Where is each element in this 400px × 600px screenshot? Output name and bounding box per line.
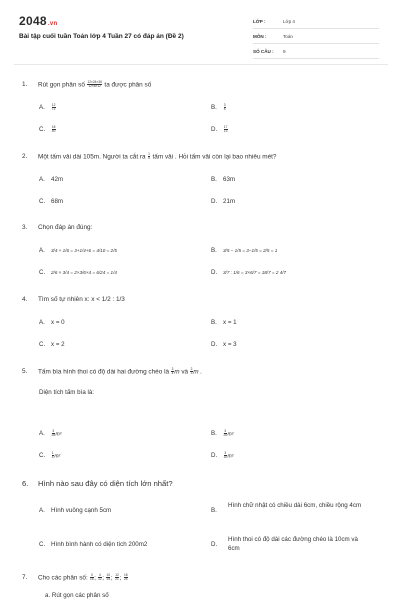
q3-option-c[interactable]: C. 2/6 × 3/4 = 2×3/6×4 = 6/24 = 1/4 — [39, 269, 117, 276]
q3-option-a[interactable]: A. 3/4 + 1/6 = 3+1/4+6 = 4/10 = 2/5 — [39, 247, 117, 254]
question-5-subtext: Diện tích tấm bìa là: — [39, 389, 95, 396]
q6-option-c[interactable]: C. Hình bình hành có diện tích 200m2 — [39, 541, 148, 548]
q2-option-c[interactable]: C. 68m — [39, 198, 64, 205]
question-4: 4. Tìm số tự nhiên x: x < 1/2 : 1/3 — [22, 296, 125, 303]
question-2: 2. Một tấm vải dài 105m. Người ta cắt ra $\frac{1}{5}$ tấm vải . Hỏi tấm vải còn lại bao nhiêu mét? — [22, 152, 277, 161]
question-5: 5. Tấm bìa hình thoi có độ dài hai đường chéo là $\frac{3}{4}$ m và $\frac{2}{3}$ m . — [22, 367, 203, 376]
q2-option-d[interactable]: D. 21m — [211, 198, 236, 205]
q6-option-d[interactable]: D. Hình thoi có độ dài các đường chéo là 10cm và 6cm — [211, 536, 358, 552]
q1-option-a[interactable]: A. $\frac{12}{72}$ — [39, 103, 56, 112]
q4-option-b[interactable]: B. x = 1 — [211, 319, 237, 326]
q5-option-c[interactable]: C. $\frac{1}{4}$ m² — [39, 451, 61, 460]
q5-option-d[interactable]: D. $\frac{3}{10}$ m² — [211, 451, 234, 460]
q1-option-c[interactable]: C. $\frac{18}{40}$ — [39, 125, 56, 134]
question-3: 3. Chọn đáp án đúng: — [22, 224, 93, 231]
meta-row-subject: MÔN : Toán — [253, 29, 379, 44]
question-7: 7. Cho các phân số: $\frac{3}{15}$ ; $\frac{4}{12}$ ; $\frac{10}{25}$ ; $\frac{12}{21}$ ; $\frac{18}{24}$ — [22, 573, 128, 582]
header-divider — [14, 64, 388, 65]
fraction: $\frac{12\times 24\times 36}{12\times 8\times 12}$ — [87, 80, 102, 89]
q6-option-a[interactable]: A. Hình vuông cạnh 5cm — [39, 507, 112, 514]
q4-option-a[interactable]: A. x = 0 — [39, 319, 65, 326]
q4-option-d[interactable]: D. x = 3 — [211, 341, 237, 348]
meta-row-class: LỚP : Lớp 4 — [253, 14, 379, 29]
worksheet-header — [0, 0, 400, 66]
q3-option-d[interactable]: D. 3/7 : 1/6 = 3×6/7 = 18/7 = 2 4/7 — [211, 269, 287, 276]
q5-option-a[interactable]: A. $\frac{3}{28}$ m² — [39, 429, 62, 438]
question-6: 6. Hình nào sau đây có diện tích lớn nhất? — [22, 479, 173, 488]
q3-option-b[interactable]: B. 3/5 − 1/5 = 3−1/5 = 2/5 = 1 — [211, 247, 278, 254]
q1-option-b[interactable]: B. $\frac{3}{4}$ — [211, 103, 226, 112]
q6-option-b[interactable]: B. Hình chữ nhật có chiều dài 6cm, chiều rộng 4cm — [211, 502, 362, 514]
q4-option-c[interactable]: C. x = 2 — [39, 341, 65, 348]
q2-option-a[interactable]: A. 42m — [39, 176, 64, 183]
question-1: 1. Rút gọn phân số $\frac{12\times 24\times 36}{12\times 8\times 12}$ ta được phân số — [22, 80, 152, 89]
meta-panel — [253, 14, 379, 59]
q1-option-d[interactable]: D. $\frac{17}{13}$ — [211, 125, 228, 134]
site-logo[interactable]: 2048.vn — [19, 14, 58, 28]
question-7-subtext: a. Rút gọn các phân số — [45, 592, 109, 599]
document-title: Bài tập cuối tuần Toán lớp 4 Tuần 27 có đáp án (Đề 2) — [19, 33, 184, 40]
meta-row-count: SỐ CÂU : 9 — [253, 44, 379, 59]
q2-option-b[interactable]: B. 63m — [211, 176, 236, 183]
q5-option-b[interactable]: B. $\frac{3}{20}$ m² — [211, 429, 234, 438]
